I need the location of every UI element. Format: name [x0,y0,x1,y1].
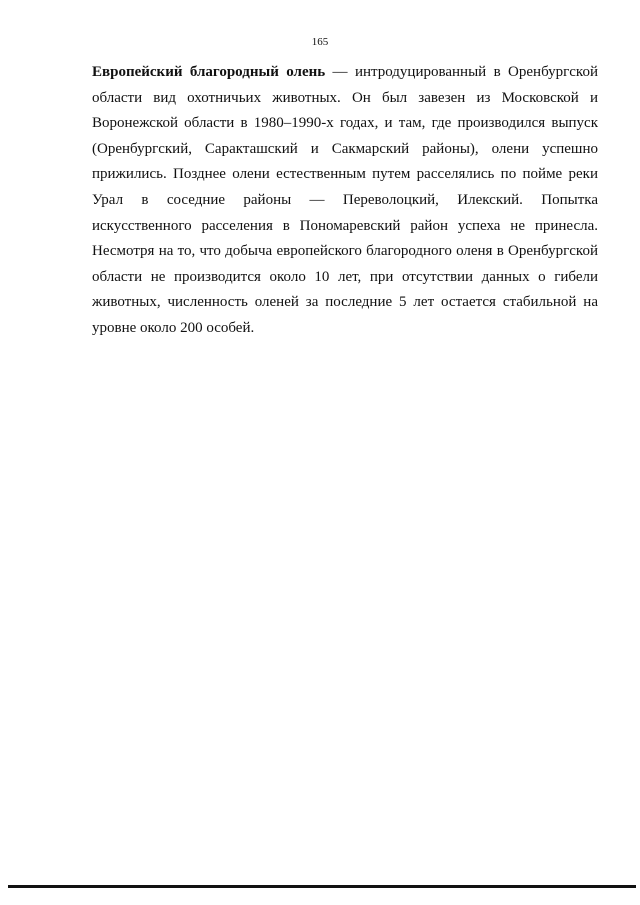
body-paragraph [92,60,598,342]
bottom-rule [8,885,636,888]
lead-term: Европейский благородный олень [92,64,326,80]
page-number: 165 [311,36,329,48]
paragraph-text: — интродуцированный в Оренбургской области вид охотничьих животных. Он был завезен из Московской и Воронежской области в 1980–1990-х годах, и там, где производился выпуск (Оренбургский, Саракташский и Сакмарский районы), олени успешно прижились. Позднее олени естественным путем расселялись по пойме реки Урал в соседние районы — Переволоцкий, Илекский. Попытка искусственного расселения в Пономаревский район успеха не принесла. Несмотря на то, что добыча европейского благородного оленя в Оренбургской области не производится около 10 лет, при отсутствии данных о гибели животных, численность оленей за последние 5 лет остается стабильной на уровне около 200 особей. [92,64,598,336]
